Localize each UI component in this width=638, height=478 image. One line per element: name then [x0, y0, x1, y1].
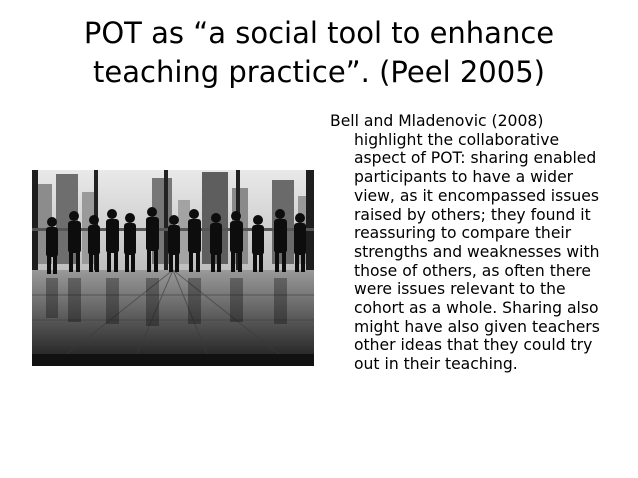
- slide-body-text: Bell and Mladenovic (2008) highlight the collaborative aspect of POT: sharing enabled participants to have a wider view, as it encompassed issues raised by others; they found it reassuring to compare their strengths and weaknesses with those of others, as often there were issues relevant to the cohort as a whole. Sharing also might have also given teachers other ideas that they could try out in their teaching.: [330, 112, 600, 374]
- group-silhouette-photo: [32, 170, 314, 366]
- slide-title: POT as “a social tool to enhance teaching practice”. (Peel 2005): [83, 16, 555, 89]
- photo-illustration: [32, 170, 314, 366]
